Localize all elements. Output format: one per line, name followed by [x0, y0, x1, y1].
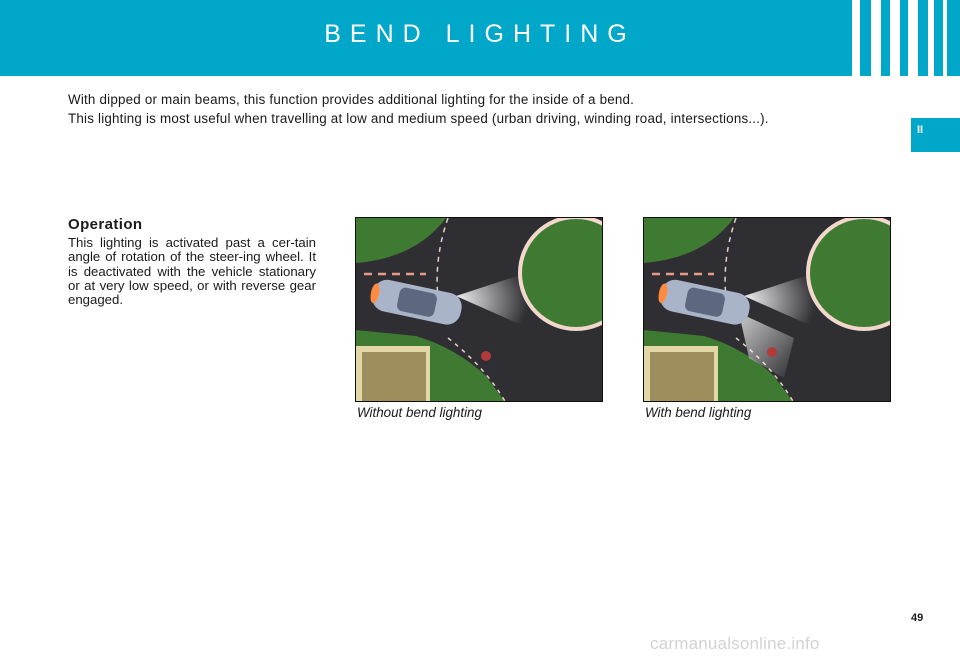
header-stripe	[871, 0, 881, 76]
chapter-tab[interactable]	[911, 118, 960, 152]
operation-heading: Operation	[68, 216, 143, 233]
figure-without-bend-lighting	[355, 217, 603, 402]
header-stripe	[908, 0, 918, 76]
header-stripe	[943, 0, 947, 76]
illustration-road-scene	[356, 218, 603, 402]
header-stripe	[890, 0, 900, 76]
figure-with-bend-lighting	[643, 217, 891, 402]
figure-caption: With bend lighting	[645, 405, 752, 420]
intro-line-2: This lighting is most useful when travelling at low and medium speed (urban driving, winding road, intersections...).	[68, 111, 769, 126]
header-stripe	[852, 0, 860, 76]
page-title: BEND LIGHTING	[324, 20, 636, 48]
watermark[interactable]: carmanualsonline.info	[650, 634, 820, 653]
page-number: 49	[911, 612, 924, 624]
intro-line-1: With dipped or main beams, this function provides additional lighting for the inside of a bend.	[68, 92, 635, 107]
chapter-tab-label: II	[917, 124, 924, 136]
page-header	[0, 0, 960, 76]
header-stripe	[928, 0, 934, 76]
figure-caption: Without bend lighting	[357, 405, 482, 420]
illustration-road-scene	[644, 218, 891, 402]
intro-text	[68, 90, 908, 128]
operation-body: This lighting is activated past a cer-tain angle of rotation of the steer-ing wheel. It is deactivated with the vehicle stationary or at very low speed, or with reverse gear engaged.	[68, 235, 316, 308]
